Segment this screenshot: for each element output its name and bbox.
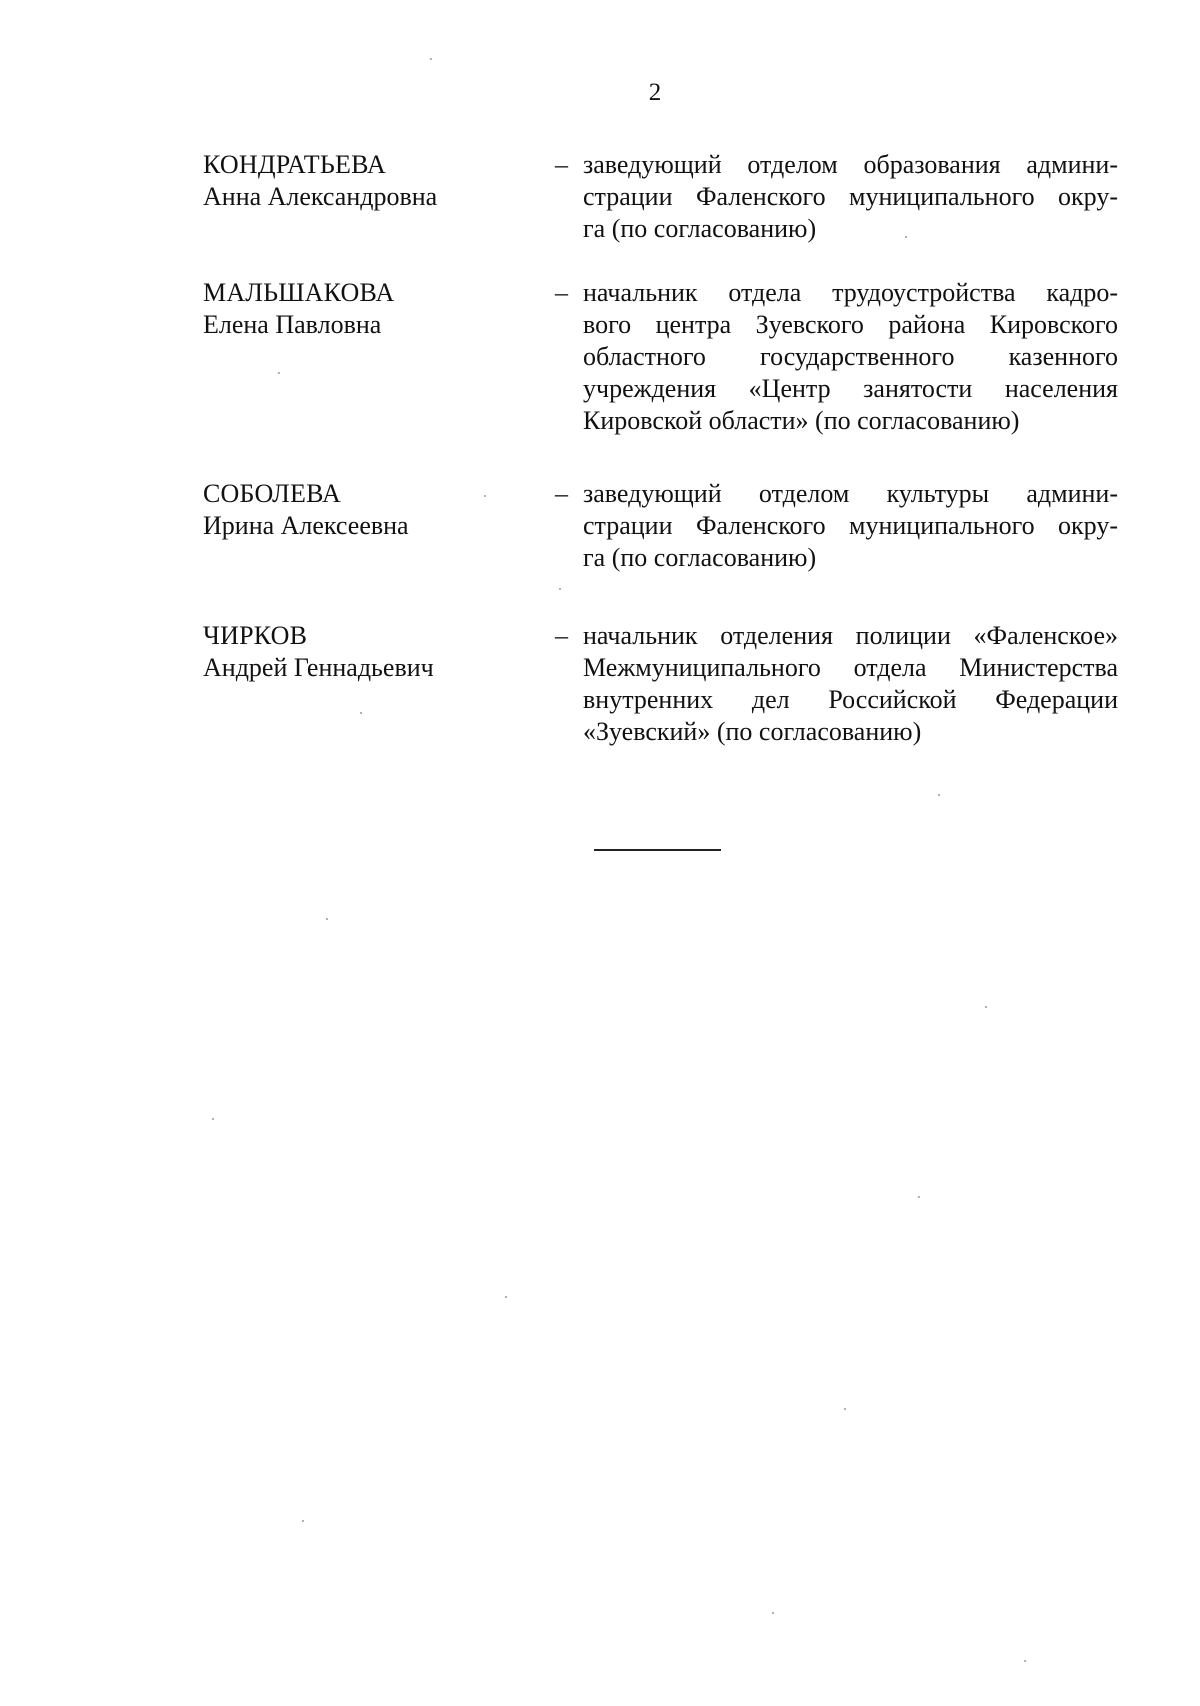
page-number: 2 bbox=[648, 79, 662, 106]
role-line: начальник отдела трудоустройства кадро- bbox=[583, 278, 1118, 307]
role-line: Кировской области» (по согласованию) bbox=[583, 406, 1020, 435]
scan-speck bbox=[278, 372, 280, 374]
scan-speck bbox=[430, 58, 432, 60]
member-entry bbox=[203, 620, 1123, 752]
scan-speck bbox=[844, 1408, 846, 1410]
dash-separator: – bbox=[555, 621, 568, 650]
scan-speck bbox=[985, 1006, 987, 1008]
member-name bbox=[203, 277, 543, 341]
member-given-name: Анна Александровна bbox=[203, 182, 438, 211]
member-given-name: Ирина Алексеевна bbox=[203, 511, 409, 540]
scan-speck bbox=[505, 1296, 507, 1298]
member-surname: ЧИРКОВ bbox=[203, 621, 308, 650]
member-entry bbox=[203, 149, 1123, 249]
scan-speck bbox=[484, 495, 486, 497]
member-role bbox=[583, 277, 1118, 437]
member-role bbox=[583, 149, 1118, 245]
dash-separator: – bbox=[555, 150, 568, 179]
role-line: внутренних дел Российской Федерации bbox=[583, 685, 1118, 714]
role-line: Межмуниципального отдела Министерства bbox=[583, 653, 1118, 682]
member-surname: МАЛЬШАКОВА bbox=[203, 278, 395, 307]
scan-speck bbox=[559, 588, 561, 590]
member-surname: СОБОЛЕВА bbox=[203, 479, 341, 508]
scan-speck bbox=[918, 1196, 920, 1198]
role-line: учреждения «Центр занятости населения bbox=[583, 374, 1118, 403]
member-name bbox=[203, 620, 543, 684]
role-line: страции Фаленского муниципального окру- bbox=[583, 182, 1118, 211]
role-line: областного государственного казенного bbox=[583, 342, 1118, 371]
scan-speck bbox=[772, 1612, 774, 1614]
member-name bbox=[203, 478, 543, 542]
end-of-list-rule bbox=[594, 849, 721, 851]
scan-speck bbox=[326, 918, 328, 920]
member-given-name: Елена Павловна bbox=[203, 310, 382, 339]
role-line: вого центра Зуевского района Кировского bbox=[583, 310, 1118, 339]
role-line: начальник отделения полиции «Фаленское» bbox=[583, 621, 1118, 650]
scan-speck bbox=[905, 236, 907, 238]
scan-speck bbox=[360, 712, 362, 714]
dash-separator: – bbox=[555, 479, 568, 508]
member-name bbox=[203, 149, 543, 213]
role-line: заведующий отделом культуры админи- bbox=[583, 479, 1118, 508]
role-line: «Зуевский» (по согласованию) bbox=[583, 717, 922, 746]
role-line: заведующий отделом образования админи- bbox=[583, 150, 1118, 179]
member-given-name: Андрей Геннадьевич bbox=[203, 653, 434, 682]
scan-speck bbox=[1024, 1660, 1026, 1662]
role-line: га (по согласованию) bbox=[583, 543, 817, 572]
scan-speck bbox=[938, 794, 940, 796]
member-role bbox=[583, 620, 1118, 748]
scan-speck bbox=[302, 1520, 304, 1522]
member-role bbox=[583, 478, 1118, 574]
member-surname: КОНДРАТЬЕВА bbox=[203, 150, 386, 179]
role-line: страции Фаленского муниципального окру- bbox=[583, 511, 1118, 540]
scan-speck bbox=[212, 1118, 214, 1120]
dash-separator: – bbox=[555, 278, 568, 307]
member-entry bbox=[203, 277, 1123, 441]
role-line: га (по согласованию) bbox=[583, 214, 817, 243]
member-entry bbox=[203, 478, 1123, 578]
